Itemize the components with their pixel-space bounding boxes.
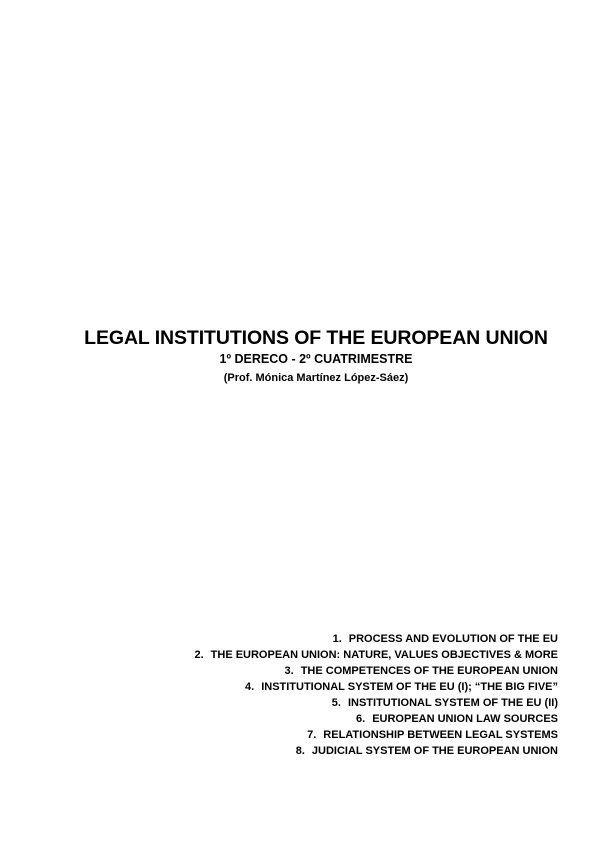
- toc-item: [194, 711, 558, 727]
- toc-number: 1.: [332, 633, 342, 645]
- toc-number: 6.: [356, 713, 366, 725]
- toc-label: THE COMPETENCES OF THE EUROPEAN UNION: [300, 665, 558, 677]
- toc-item: [194, 647, 558, 663]
- toc-label: THE EUROPEAN UNION: NATURE, VALUES OBJECTIVES & MORE: [210, 649, 558, 661]
- toc-label: PROCESS AND EVOLUTION OF THE EU: [348, 633, 558, 645]
- toc-label: JUDICIAL SYSTEM OF THE EUROPEAN UNION: [311, 745, 558, 757]
- toc-item: [194, 679, 558, 695]
- toc-label: RELATIONSHIP BETWEEN LEGAL SYSTEMS: [323, 729, 558, 741]
- toc-number: 3.: [284, 665, 294, 677]
- toc-number: 2.: [194, 649, 204, 661]
- toc-label: INSTITUTIONAL SYSTEM OF THE EU (I); “THE BIG FIVE”: [261, 681, 558, 693]
- toc-number: 8.: [295, 745, 305, 757]
- toc-item: [194, 695, 558, 711]
- document-title: LEGAL INSTITUTIONS OF THE EUROPEAN UNION: [84, 327, 548, 349]
- toc-number: 5.: [331, 697, 341, 709]
- toc-item: [194, 663, 558, 679]
- toc-number: 7.: [307, 729, 317, 741]
- toc-label: EUROPEAN UNION LAW SOURCES: [372, 713, 558, 725]
- document-author: (Prof. Mónica Martínez López-Sáez): [223, 372, 409, 384]
- toc-item: [194, 727, 558, 743]
- table-of-contents: [194, 631, 558, 759]
- toc-number: 4.: [245, 681, 255, 693]
- toc-item: [194, 631, 558, 647]
- toc-item: [194, 743, 558, 759]
- document-subtitle: 1º DERECO - 2º CUATRIMESTRE: [219, 352, 413, 366]
- toc-label: INSTITUTIONAL SYSTEM OF THE EU (II): [347, 697, 558, 709]
